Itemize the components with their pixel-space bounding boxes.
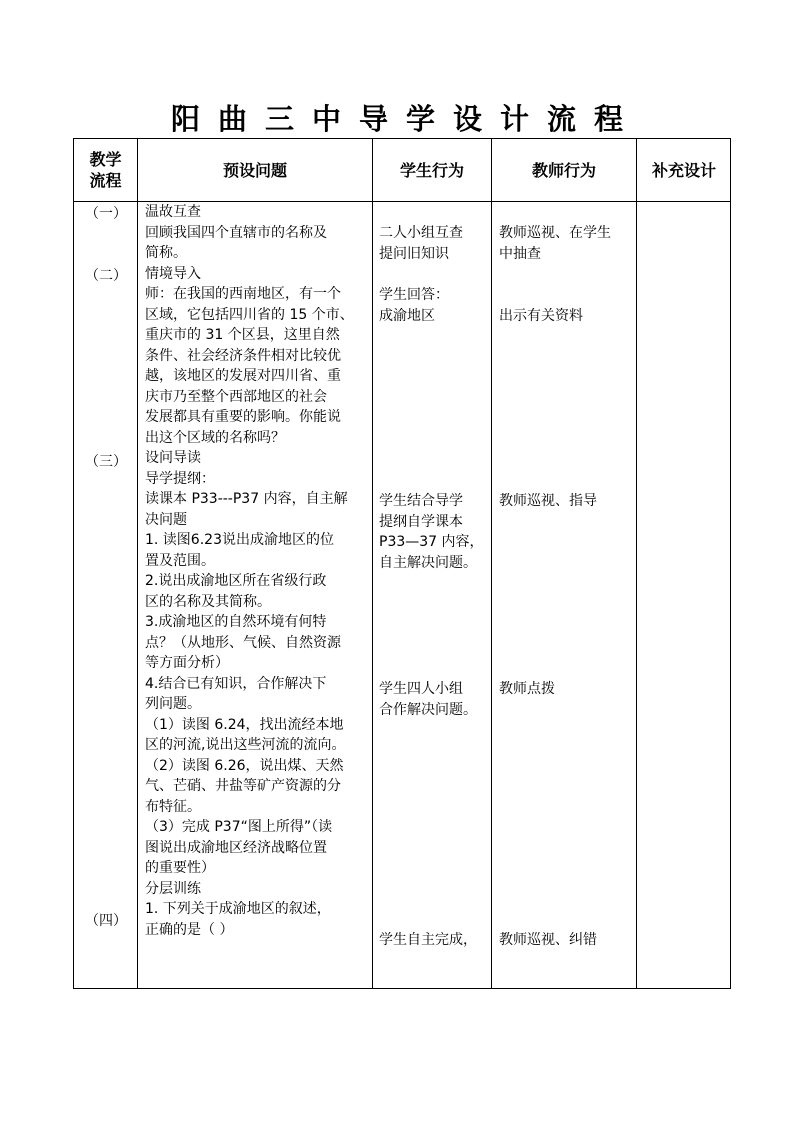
student-action: 学生四人小组 合作解决问题。 (379, 681, 477, 718)
teacher-action: 教师巡视、纠错 (499, 932, 597, 948)
column-divider (636, 139, 637, 988)
student-action: 二人小组互查 提问旧知识 (379, 225, 463, 262)
question-line: 4.结合已有知识，合作解决下 (145, 675, 327, 692)
question-line: 置及范围。 (145, 552, 215, 569)
question-line: 列问题。 (145, 696, 201, 712)
stage-label: （四） (85, 913, 127, 929)
stage-label: （一） (85, 206, 127, 222)
header-supplement: 补充设计 (651, 160, 716, 180)
header-student-actions: 学生行为 (399, 160, 464, 180)
question-line: 越，该地区的发展对四川省、重 (145, 368, 341, 384)
question-line: 情境导入 (145, 265, 201, 282)
question-line: 温故互查 (145, 204, 201, 220)
page-title: 阳曲三中导学设计流程 (170, 102, 641, 136)
question-line: 的重要性） (145, 860, 215, 876)
question-line: 分层训练 (145, 880, 201, 897)
question-line: 条件、社会经济条件相对比较优 (145, 347, 341, 364)
header-questions: 预设问题 (222, 160, 287, 180)
question-line: 区的名称及其简称。 (145, 593, 271, 610)
column-divider (372, 139, 373, 988)
question-line: 布特征。 (145, 798, 201, 815)
question-line: 区域，它包括四川省的 15 个市、 (145, 306, 354, 323)
student-action: 学生结合导学 提纲自学课本 P33—37 内容， 自主解决问题。 (379, 493, 484, 571)
question-line: 设问导读 (145, 450, 201, 466)
header-flow: 教学 流程 (89, 150, 122, 190)
question-line: 1. 读图6.23说出成渝地区的位 (145, 532, 334, 548)
stage-label: （三） (85, 454, 127, 470)
header-teacher-actions: 教师行为 (531, 160, 596, 180)
teacher-action: 教师巡视、指导 (499, 493, 597, 509)
question-line: 正确的是（ ） (145, 921, 234, 938)
question-line: 回顾我国四个直辖市的名称及 (145, 224, 327, 241)
question-line: 图说出成渝地区经济战略位置 (145, 839, 327, 856)
teacher-action: 教师巡视、在学生 中抽查 (499, 225, 611, 262)
student-action: 学生自主完成， (379, 932, 477, 948)
question-line: 师：在我国的西南地区，有一个 (145, 286, 341, 302)
student-action: 学生回答： 成渝地区 (379, 287, 449, 324)
question-line: 决问题 (145, 511, 187, 528)
question-line: 区的河流,说出这些河流的流向。 (145, 737, 346, 753)
question-line: 简称。 (145, 245, 187, 261)
question-line: 气、芒硝、井盐等矿产资源的分 (145, 778, 341, 794)
question-line: 出这个区域的名称吗？ (145, 429, 285, 446)
question-line: 发展都具有重要的影响。你能说 (145, 409, 341, 425)
lesson-flow-table (73, 138, 731, 989)
column-divider (491, 139, 492, 988)
question-line: 读课本 P33---P37 内容，自主解 (145, 491, 348, 507)
question-line: 点？（从地形、气候、自然资源 (145, 634, 341, 651)
teacher-action: 教师点拨 (499, 681, 555, 697)
teacher-action: 出示有关资料 (499, 308, 583, 324)
question-line: （2）读图 6.26，说出煤、天然 (145, 757, 344, 774)
question-line: （3）完成 P37“图上所得”（读 (145, 819, 333, 835)
question-line: （1）读图 6.24，找出流经本地 (145, 716, 344, 733)
stage-label: （二） (85, 268, 127, 284)
question-line: 等方面分析） (145, 655, 229, 671)
question-line: 2.说出成渝地区所在省级行政 (145, 573, 327, 589)
question-line: 1. 下列关于成渝地区的叙述， (145, 901, 331, 917)
question-line: 庆市乃至整个西部地区的社会 (145, 388, 327, 405)
questions-column (145, 202, 354, 940)
question-line: 重庆市的 31 个区县，这里自然 (145, 327, 340, 343)
question-line: 导学提纲： (145, 470, 215, 487)
question-line: 3.成渝地区的自然环境有何特 (145, 614, 327, 630)
